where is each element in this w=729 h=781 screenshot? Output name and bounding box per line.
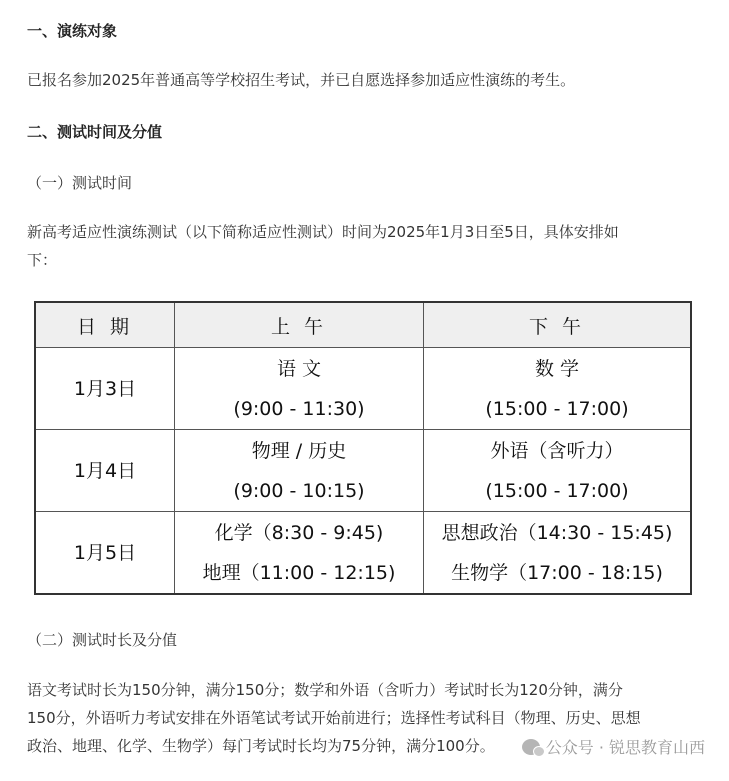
table-row xyxy=(35,348,691,430)
intro-line-2: 下： xyxy=(27,251,58,269)
section1-heading: 一、演练对象 xyxy=(27,22,118,40)
row-morning-cell xyxy=(175,512,424,595)
table-header-row xyxy=(35,302,691,348)
row-afternoon-cell xyxy=(424,348,692,430)
section2-heading: 二、测试时间及分值 xyxy=(27,123,163,141)
cell-subject: 外语（含听力） xyxy=(490,439,624,462)
cell-subject: 物理 / 历史 xyxy=(251,439,347,462)
body-line-1: 语文考试时长为150分钟，满分150分；数学和外语（含听力）考试时长为120分钟，满分 xyxy=(27,681,623,699)
row-date: 1月5日 xyxy=(35,512,175,595)
cell-subject: 数 学 xyxy=(534,357,580,380)
intro-line-1: 新高考适应性演练测试（以下简称适应性测试）时间为2025年1月3日至5日，具体安排如 xyxy=(27,223,619,241)
cell-subject-time: 化学（8:30 - 9:45) xyxy=(214,521,384,544)
watermark-text: 公众号 · 锐思教育山西 xyxy=(545,738,705,757)
cell-time: (15:00 - 17:00) xyxy=(485,479,629,502)
header-date: 日 期 xyxy=(35,302,175,348)
body-line-3: 政治、地理、化学、生物学）每门考试时长均为75分钟，满分100分。 xyxy=(27,737,495,755)
table-row xyxy=(35,430,691,512)
row-date: 1月3日 xyxy=(35,348,175,430)
header-afternoon: 下 午 xyxy=(424,302,692,348)
row-morning-cell xyxy=(175,348,424,430)
section1-text: 已报名参加2025年普通高等学校招生考试，并已自愿选择参加适应性演练的考生。 xyxy=(27,71,576,89)
cell-subject-time: 生物学（17:00 - 18:15) xyxy=(451,561,663,584)
cell-time: (9:00 - 11:30) xyxy=(233,397,365,420)
cell-time: (9:00 - 10:15) xyxy=(233,479,365,502)
subheading-test-time: （一）测试时间 xyxy=(27,174,133,192)
body-line-2: 150分，外语听力考试安排在外语笔试考试开始前进行；选择性考试科目（物理、历史、思想 xyxy=(27,709,641,727)
cell-subject-time: 地理（11:00 - 12:15) xyxy=(202,561,396,584)
schedule-table xyxy=(34,301,692,595)
table-row xyxy=(35,512,691,595)
subheading-duration-score: （二）测试时长及分值 xyxy=(27,631,178,649)
cell-subject: 语 文 xyxy=(276,357,322,380)
cell-time: (15:00 - 17:00) xyxy=(485,397,629,420)
cell-subject-time: 思想政治（14:30 - 15:45) xyxy=(441,521,673,544)
row-morning-cell xyxy=(175,430,424,512)
row-date: 1月4日 xyxy=(35,430,175,512)
row-afternoon-cell xyxy=(424,512,692,595)
watermark xyxy=(522,735,705,758)
header-morning: 上 午 xyxy=(175,302,424,348)
wechat-icon xyxy=(522,739,540,755)
row-afternoon-cell xyxy=(424,430,692,512)
